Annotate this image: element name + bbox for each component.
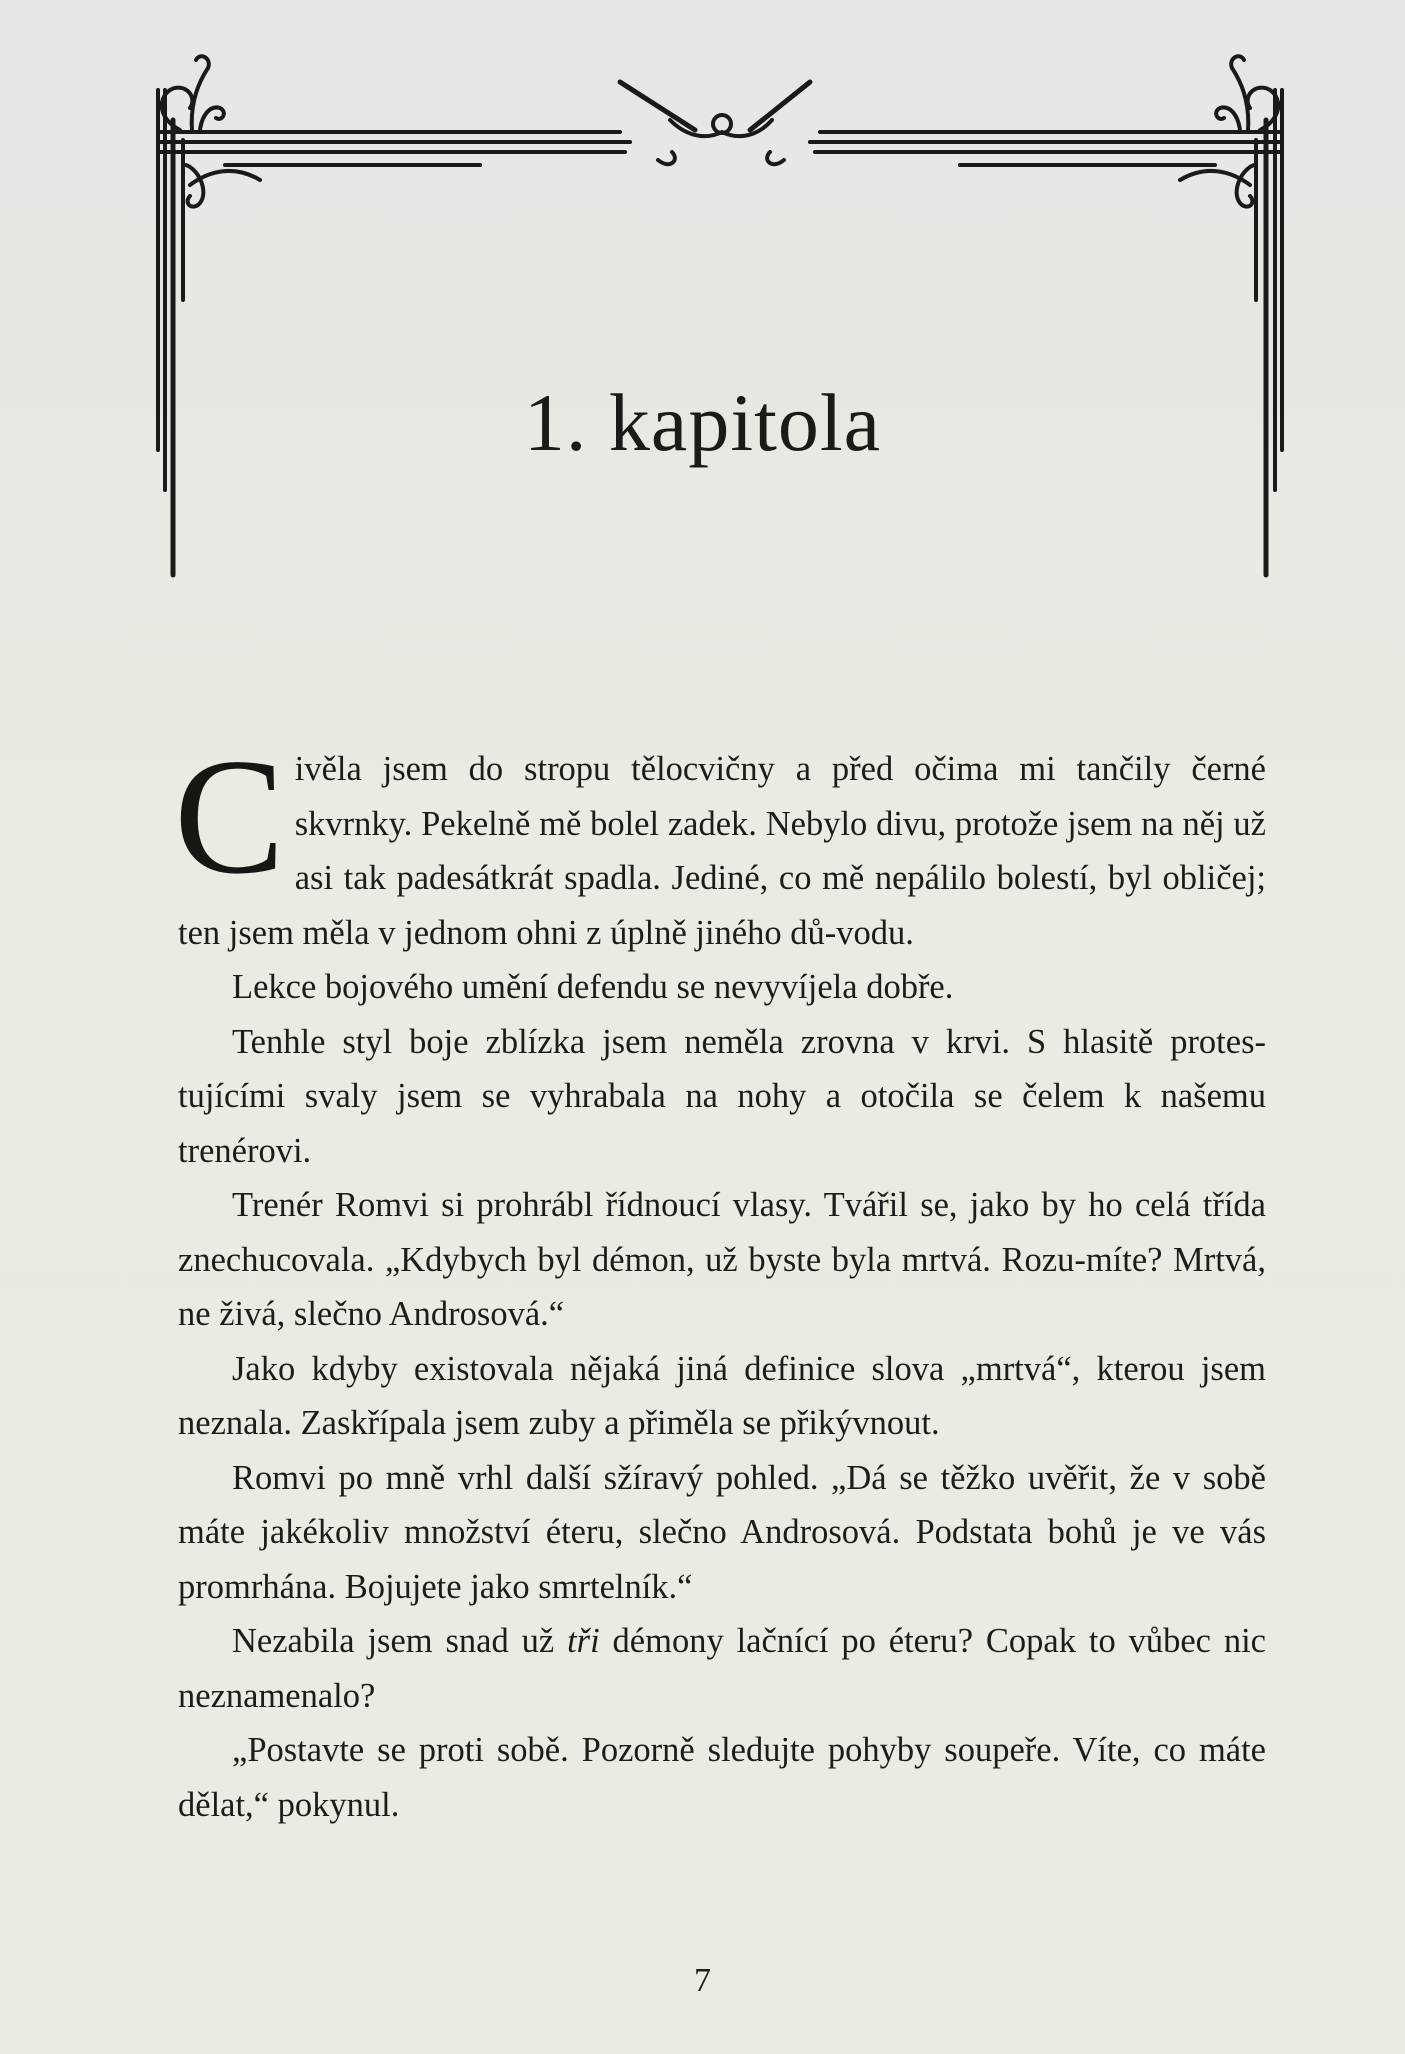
- paragraph-text: ivěla jsem do stropu tělocvičny a před očima mi tančily černé skvrnky. Pekelně mě bolel zadek. Nebylo divu, protože jsem na něj už asi tak padesátkrát spadla. Jediné, co mě nepálilo bolestí, byl obličej; ten jsem měla v jednom ohni z úplně jiného dů-vodu.: [178, 750, 1266, 952]
- paragraph: Romvi po mně vrhl další sžíravý pohled. „Dá se těžko uvěřit, že v sobě máte jakékoliv množství éteru, slečno Androsová. Podstata bohů je ve vás promrhána. Bojujete jako smrtelník.“: [178, 1458, 1266, 1606]
- paragraph: Jako kdyby existovala nějaká jiná definice slova „mrtvá“, kterou jsem neznala. Zaskřípala jsem zuby a přiměla se přikývnout.: [178, 1349, 1266, 1442]
- paragraph: [174, 724, 1266, 960]
- paragraph: Lekce bojového umění defendu se nevyvíjela dobře.: [232, 968, 954, 1006]
- paragraph: Tenhle styl boje zblízka jsem neměla zrovna v krvi. S hlasitě protes-tujícími svaly jsem se vyhrabala na nohy a otočila se čelem k našemu trenérovi.: [178, 1022, 1266, 1170]
- drop-cap: C: [174, 724, 285, 908]
- page-number: 7: [694, 1962, 711, 1999]
- chapter-frame-ornament: [150, 20, 1290, 580]
- chapter-title: 1. kapitola: [523, 377, 882, 468]
- paragraph: Trenér Romvi si prohrábl řídnoucí vlasy. Tvářil se, jako by ho celá třída znechucovala. „Kdybych byl démon, už byste byla mrtvá. Rozu-míte? Mrtvá, ne živá, slečno Androsová.“: [178, 1186, 1266, 1333]
- paragraph: [178, 1614, 1266, 1723]
- emphasized-word: tři: [567, 1622, 600, 1660]
- paragraph-text: Nezabila jsem snad už: [232, 1622, 568, 1660]
- paragraph-text: démony lačnící po éteru? Copak to vůbec nic neznamenalo?: [178, 1622, 1266, 1715]
- chapter-body: [174, 724, 1266, 1832]
- paragraph: „Postavte se proti sobě. Pozorně sledujte pohyby soupeře. Víte, co máte dělat,“ pokynul.: [178, 1731, 1266, 1824]
